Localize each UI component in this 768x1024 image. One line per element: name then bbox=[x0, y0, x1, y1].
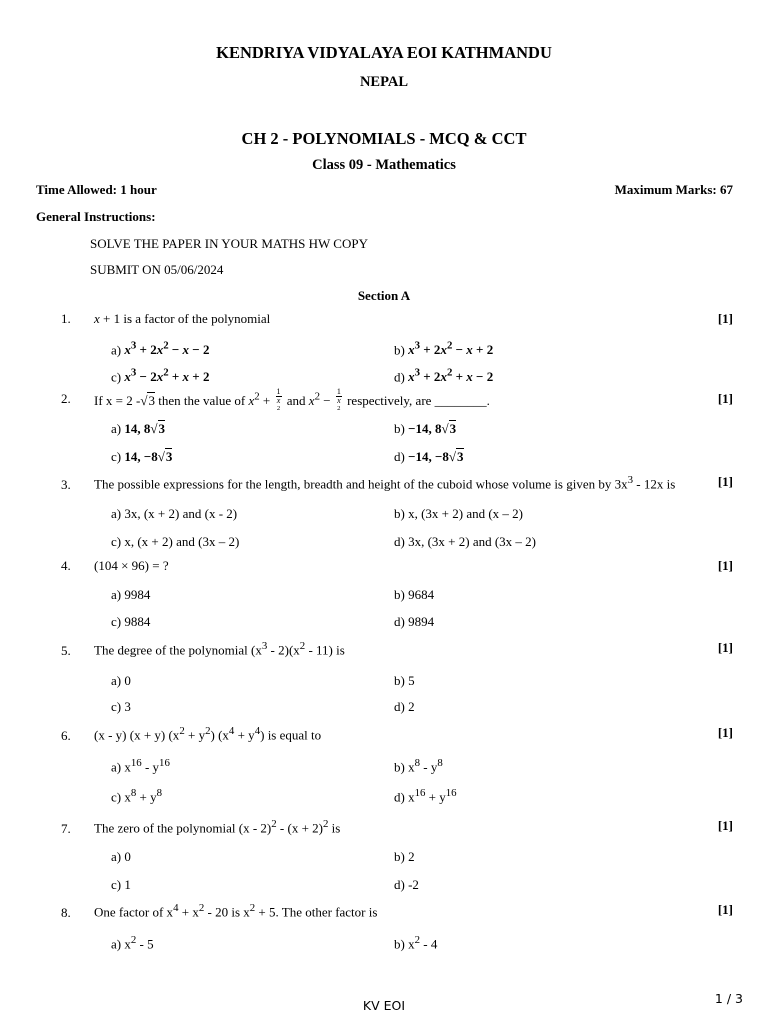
page-number: 1 / 3 bbox=[714, 991, 743, 1006]
class-subtitle: Class 09 - Mathematics bbox=[312, 157, 456, 173]
option-d[interactable]: d) -2 bbox=[394, 877, 419, 892]
question-marks: [1] bbox=[717, 391, 733, 406]
option-b[interactable]: b) $x^3 + 2x^2 - x + 2$ bbox=[394, 340, 494, 358]
option-b[interactable]: b) 9684 bbox=[394, 587, 435, 602]
option-c[interactable]: c) 9884 bbox=[111, 614, 151, 629]
instruction-line: SUBMIT ON 05/06/2024 bbox=[90, 262, 224, 277]
option-a[interactable]: a) $x^2 - 5$ bbox=[111, 934, 154, 952]
question-number: 3. bbox=[61, 477, 71, 492]
option-b[interactable]: b) −14, 8√3 bbox=[394, 421, 457, 436]
question-text: (104 × 96) = ? bbox=[94, 558, 169, 573]
option-d[interactable]: d) 9894 bbox=[394, 614, 435, 629]
school-name: KENDRIYA VIDYALAYA EOI KATHMANDU bbox=[216, 43, 552, 62]
question-number: 6. bbox=[61, 728, 71, 743]
question-number: 2. bbox=[61, 391, 71, 406]
question-number: 7. bbox=[61, 821, 71, 836]
option-b[interactable]: b) 2 bbox=[394, 849, 415, 864]
question-text: One factor of $x^4 + x^2 - 20$ is $x^2 + 5$. The other factor is bbox=[94, 902, 378, 920]
question-marks: [1] bbox=[717, 474, 733, 489]
option-a[interactable]: a) 0 bbox=[111, 673, 131, 688]
time-allowed: Time Allowed: 1 hour bbox=[36, 182, 157, 197]
option-b[interactable]: b) $x^2 - 4$ bbox=[394, 934, 438, 952]
option-d[interactable]: d) $x^{16} + y^{16}$ bbox=[394, 787, 457, 805]
option-d[interactable]: d) 2 bbox=[394, 699, 415, 714]
maximum-marks: Maximum Marks: 67 bbox=[614, 182, 733, 197]
option-d[interactable]: d) $x^3 + 2x^2 + x - 2$ bbox=[394, 367, 494, 385]
question-marks: [1] bbox=[717, 902, 733, 917]
question-marks: [1] bbox=[717, 818, 733, 833]
footer-label: KV EOI bbox=[362, 998, 406, 1013]
section-title: Section A bbox=[357, 288, 411, 303]
question-text: The degree of the polynomial $(x^3 - 2)(x^2 - 11)$ is bbox=[94, 640, 345, 658]
question-marks: [1] bbox=[717, 725, 733, 740]
option-a[interactable]: a) 3x, (x + 2) and (x - 2) bbox=[111, 506, 238, 521]
option-a[interactable]: a) 9984 bbox=[111, 587, 151, 602]
option-c[interactable]: c) 14, −8√3 bbox=[111, 449, 173, 464]
question-marks: [1] bbox=[717, 311, 733, 326]
chapter-title: CH 2 - POLYNOMIALS - MCQ & CCT bbox=[241, 129, 527, 148]
instruction-line: SOLVE THE PAPER IN YOUR MATHS HW COPY bbox=[90, 236, 368, 251]
question-text: If x = 2 -√3 then the value of $x^2$ + 1 x $^2$ and $x^2$ − 1 x $^2$ respectively, are ________. bbox=[94, 387, 490, 412]
option-a[interactable]: a) $x^3 + 2x^2 - x - 2$ bbox=[111, 340, 210, 358]
question-marks: [1] bbox=[717, 558, 733, 573]
question-number: 4. bbox=[61, 558, 71, 573]
question-text: The zero of the polynomial $(x - 2)^2 - (x + 2)^2$ is bbox=[94, 818, 341, 836]
question-marks: [1] bbox=[717, 640, 733, 655]
option-a[interactable]: a) 14, 8√3 bbox=[111, 421, 165, 436]
option-b[interactable]: b) 5 bbox=[394, 673, 415, 688]
option-d[interactable]: d) −14, −8√3 bbox=[394, 449, 464, 464]
option-d[interactable]: d) 3x, (3x + 2) and (3x – 2) bbox=[394, 534, 536, 549]
option-a[interactable]: a) 0 bbox=[111, 849, 131, 864]
question-number: 8. bbox=[61, 905, 71, 920]
option-c[interactable]: c) $x^8 + y^8$ bbox=[111, 787, 163, 805]
question-number: 5. bbox=[61, 643, 71, 658]
option-b[interactable]: b) x, (3x + 2) and (x – 2) bbox=[394, 506, 523, 521]
country-name: NEPAL bbox=[359, 74, 409, 90]
option-a[interactable]: a) $x^{16} - y^{16}$ bbox=[111, 757, 170, 775]
question-text: The possible expressions for the length, breadth and height of the cuboid whose volume is given by $3x^3 - 12x$ is bbox=[94, 474, 676, 492]
option-c[interactable]: c) 3 bbox=[111, 699, 131, 714]
question-number: 1. bbox=[61, 311, 71, 326]
question-text: (x - y) (x + y) $(x^2 + y^2) (x^4 + y^4)$ is equal to bbox=[94, 725, 322, 743]
option-c[interactable]: c) $x^3 - 2x^2 + x + 2$ bbox=[111, 367, 210, 385]
option-c[interactable]: c) 1 bbox=[111, 877, 131, 892]
option-c[interactable]: c) x, (x + 2) and (3x – 2) bbox=[111, 534, 240, 549]
general-instructions-heading: General Instructions: bbox=[36, 209, 156, 224]
question-text: x + 1 is a factor of the polynomial bbox=[94, 311, 271, 326]
option-b[interactable]: b) $x^8 - y^8$ bbox=[394, 757, 443, 775]
